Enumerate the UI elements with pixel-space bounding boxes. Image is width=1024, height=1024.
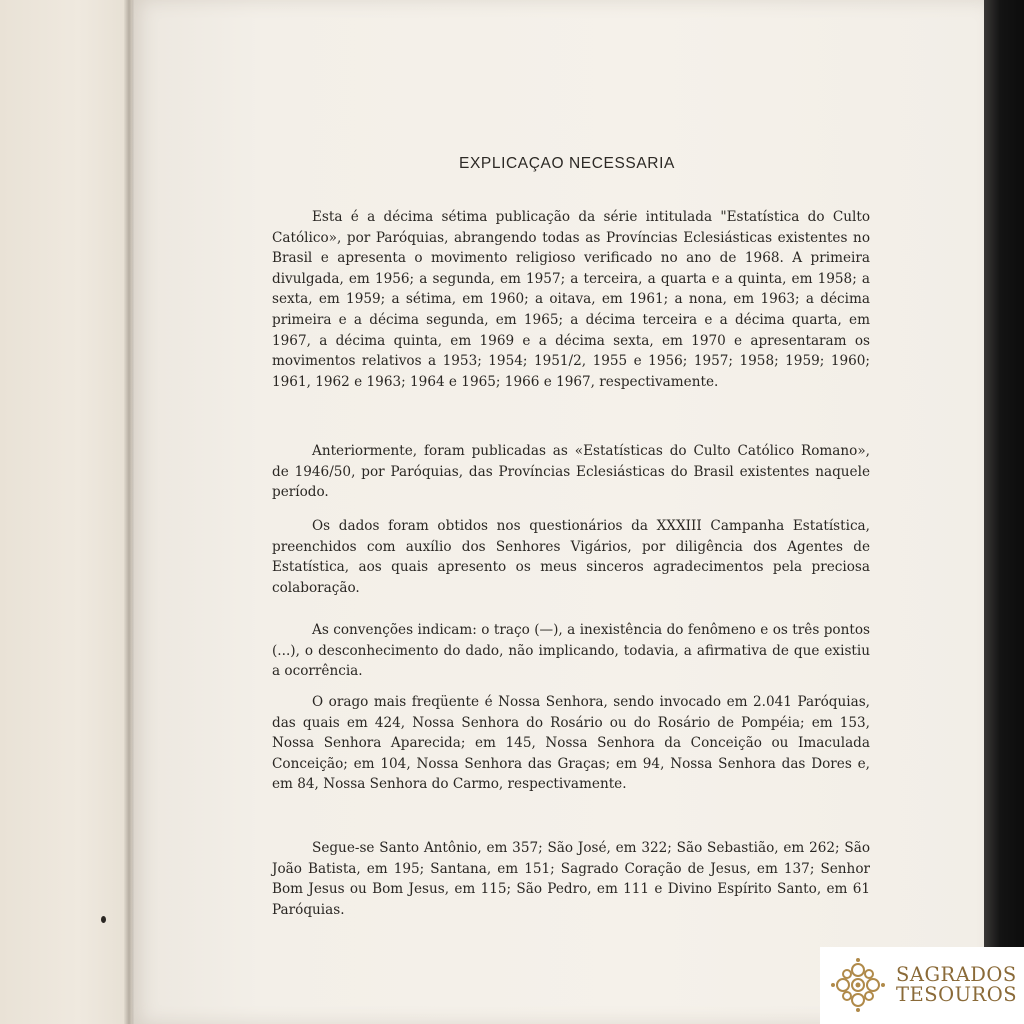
paragraph-text: Esta é a décima sétima publicação da série intitulada "Estatística do Culto Católico», por Paróquias, abrangendo todas as Províncias Eclesiásticas existentes no Brasil e apresenta o movimento religioso verificado no ano de 1968. A primeira divulgada, em 1956; a segunda, em 1957; a terceira, a quarta e a quinta, em 1958; a sexta, em 1959; a sétima, em 1960; a oitava, em 1961; a nona, em 1963; a décima primeira e a décima segunda, em 1965; a décima terceira e a décima quarta, em 1967, a décima quinta, em 1969 e a décima sexta, em 1970 e apresentaram os movimentos relativos a 1953; 1954; 1951/2, 1955 e 1956; 1957; 1958; 1959; 1960; 1961, 1962 e 1963; 1964 e 1965; 1966 e 1967, respectivamente.	[272, 209, 870, 390]
background-edge	[984, 0, 1024, 1024]
watermark-logo	[820, 947, 1024, 1024]
paragraph-6	[272, 838, 870, 920]
paragraph-text: Anteriormente, foram publicadas as «Estatísticas do Culto Católico Romano», de 1946/50, por Paróquias, das Províncias Eclesiásticas do Brasil existentes naquele período.	[272, 443, 870, 501]
paragraph-text: Os dados foram obtidos nos questionários da XXXIII Campanha Estatística, preenchidos com auxílio dos Senhores Vigários, por diligência dos Agentes de Estatística, aos quais apresento os meus sinceros agradecimentos pela preciosa colaboração.	[272, 518, 870, 596]
page-title: EXPLICAÇAO NECESSARIA	[459, 155, 675, 172]
watermark-line-1: SAGRADOS	[896, 963, 1017, 986]
left-page	[0, 0, 132, 1024]
paragraph-text: Segue-se Santo Antônio, em 357; São José, em 322; São Sebastião, em 262; São João Batista, em 195; Santana, em 151; Sagrado Coração de Jesus, em 137; Senhor Bom Jesus ou Bom Jesus, em 115; São Pedro, em 111 e Divino Espírito Santo, em 61 Paróquias.	[272, 840, 870, 918]
ornament-icon	[830, 957, 886, 1013]
paragraph-3	[272, 516, 870, 598]
paragraph-2	[272, 441, 870, 503]
paragraph-text: As convenções indicam: o traço (—), a inexistência do fenômeno e os três pontos (...), o desconhecimento do dado, não implicando, todavia, a afirmativa de que existiu a ocorrência.	[272, 622, 870, 680]
ink-spot	[101, 916, 106, 923]
paragraph-1	[272, 207, 870, 392]
paragraph-5	[272, 692, 870, 795]
watermark-line-2: TESOUROS	[896, 983, 1018, 1006]
paragraph-4	[272, 620, 870, 682]
page-gutter	[124, 0, 134, 1024]
paragraph-text: O orago mais freqüente é Nossa Senhora, sendo invocado em 2.041 Paróquias, das quais em 424, Nossa Senhora do Rosário ou do Rosário de Pompéia; em 153, Nossa Senhora Aparecida; em 145, Nossa Senhora da Conceição ou Imaculada Conceição; em 104, Nossa Senhora das Graças; em 94, Nossa Senhora das Dores e, em 84, Nossa Senhora do Carmo, respectivamente.	[272, 694, 870, 793]
